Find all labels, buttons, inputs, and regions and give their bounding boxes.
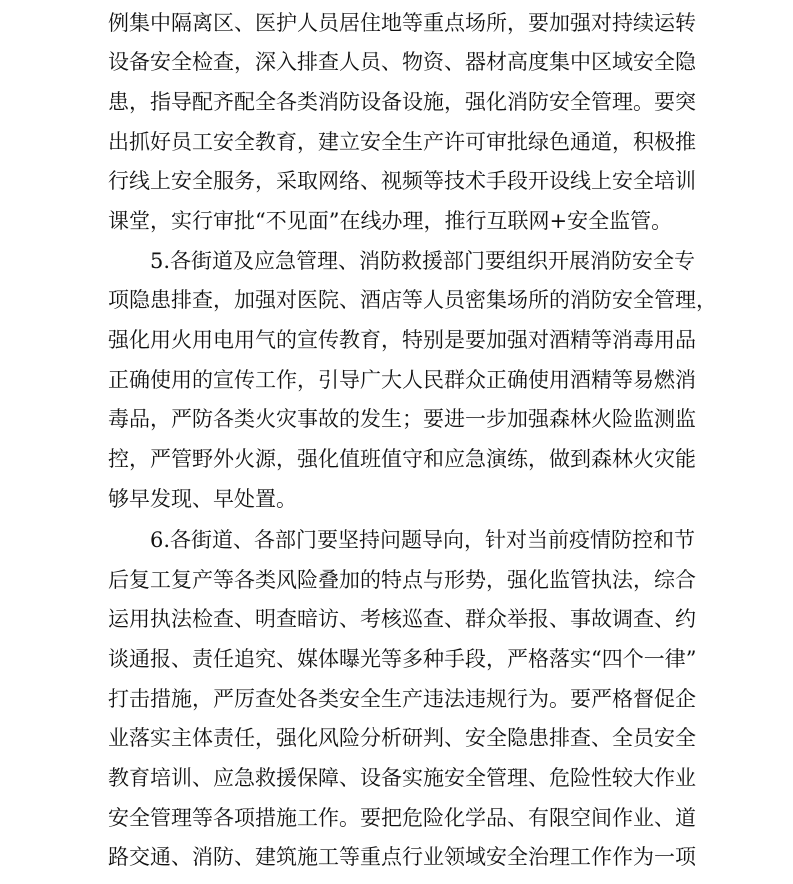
text-line: 正确使用的宣传工作，引导广大人民群众正确使用酒精等易燃消 <box>108 368 696 392</box>
text-line: 毒品，严防各类火灾事故的发生；要进一步加强森林火险监测监 <box>108 407 696 431</box>
text-line: 打击措施，严厉查处各类安全生产违法违规行为。要严格督促企 <box>108 687 696 711</box>
text-line: 够早发现、早处置。 <box>108 487 297 511</box>
text-line: 后复工复产等各类风险叠加的特点与形势，强化监管执法，综合 <box>108 568 696 592</box>
text-line: 6.各街道、各部门要坚持问题导向，针对当前疫情防控和节 <box>108 528 696 552</box>
text-line: 谈通报、责任追究、媒体曝光等多种手段，严格落实“四个一律” <box>108 647 697 671</box>
text-line: 患，指导配齐配全各类消防设备设施，强化消防安全管理。要突 <box>108 90 696 114</box>
text-line: 5.各街道及应急管理、消防救援部门要组织开展消防安全专 <box>108 249 696 273</box>
text-line: 控，严管野外火源，强化值班值守和应急演练，做到森林火灾能 <box>108 447 696 471</box>
text-line: 出抓好员工安全教育，建立安全生产许可审批绿色通道，积极推 <box>108 130 696 154</box>
text-line: 运用执法检查、明查暗访、考核巡查、群众举报、事故调查、约 <box>108 607 696 631</box>
text-line: 项隐患排查，加强对医院、酒店等人员密集场所的消防安全管理， <box>108 288 717 312</box>
text-line: 例集中隔离区、医护人员居住地等重点场所，要加强对持续运转 <box>108 11 696 35</box>
text-line: 强化用火用电用气的宣传教育，特别是要加强对酒精等消毒用品 <box>108 328 696 352</box>
text-line: 路交通、消防、建筑施工等重点行业领域安全治理工作作为一项 <box>108 845 696 869</box>
text-line: 安全管理等各项措施工作。要把危险化学品、有限空间作业、道 <box>108 806 696 830</box>
text-line: 课堂，实行审批“不见面”在线办理，推行互联网+安全监管。 <box>108 209 673 233</box>
text-line: 设备安全检查，深入排查人员、物资、器材高度集中区域安全隐 <box>108 50 696 74</box>
text-line: 行线上安全服务，采取网络、视频等技术手段开设线上安全培训 <box>108 169 696 193</box>
text-line: 业落实主体责任，强化风险分析研判、安全隐患排查、全员安全 <box>108 726 696 750</box>
text-line: 教育培训、应急救援保障、设备实施安全管理、危险性较大作业 <box>108 766 696 790</box>
